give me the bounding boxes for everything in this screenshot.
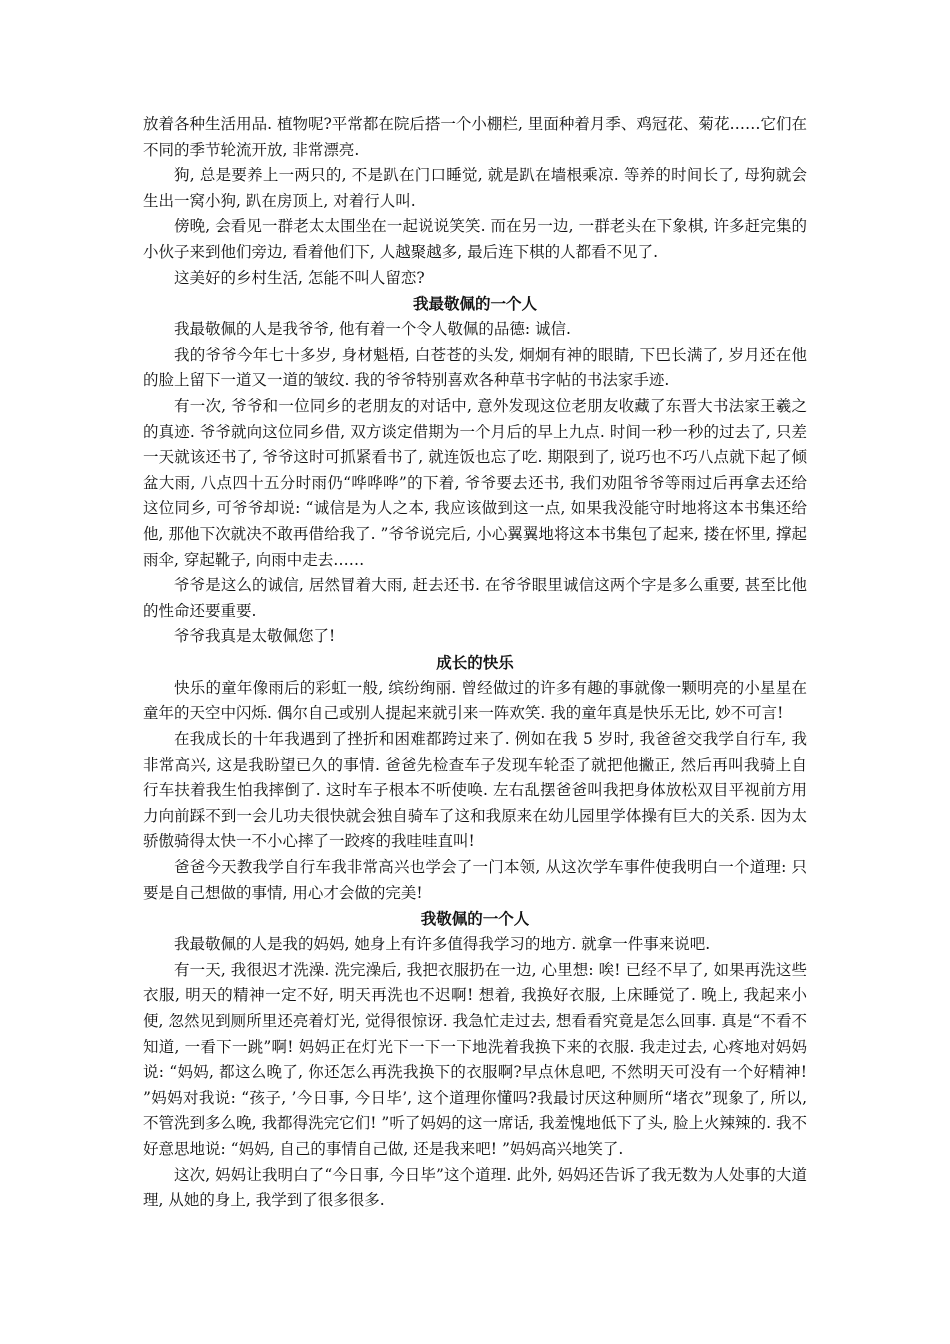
paragraph: 爸爸今天教我学自行车我非常高兴也学会了一门本领, 从这次学车事件使我明白一个道理: 只要是自己想做的事情, 用心才会做的完美! [143,858,807,902]
section-title: 成长的快乐 [436,653,514,672]
paragraph: 我最敬佩的人是我爷爷, 他有着一个令人敬佩的品德: 诚信. [174,320,571,339]
paragraph: 这美好的乡村生活, 怎能不叫人留恋? [174,268,425,287]
paragraph: 爷爷我真是太敬佩您了! [174,627,336,646]
paragraph: 我最敬佩的人是我的妈妈, 她身上有许多值得我学习的地方. 就拿一件事来说吧. [174,935,711,954]
document-page [143,112,807,1214]
section-title: 我敬佩的一个人 [420,910,530,929]
paragraph: 这次, 妈妈让我明白了“今日事, 今日毕”这个道理. 此外, 妈妈还告诉了我无数为人处事的大道理, 从她的身上, 我学到了很多很多. [143,1165,807,1210]
paragraph: 爷爷是这么的诚信, 居然冒着大雨, 赶去还书. 在爷爷眼里诚信这两个字是多么重要, 甚至比他的性命还要重要. [143,576,807,620]
paragraph: 我的爷爷今年七十多岁, 身材魁梧, 白苍苍的头发, 炯炯有神的眼睛, 下巴长满了, 岁月还在他的脸上留下一道又一道的皱纹. 我的爷爷特别喜欢各种草书字帖的书法家手迹. [143,345,807,390]
paragraph: 有一天, 我很迟才洗澡. 洗完澡后, 我把衣服扔在一边, 心里想: 唉! 已经不早了, 如果再洗这些衣服, 明天的精神一定不好, 明天再洗也不迟啊! 想着, 我换好衣服, 上床睡觉了. 晚上, 我起来小便, 忽然见到厕所里还亮着灯光, 觉得很惊讶. 我急忙走过去, 想看看究竟是怎么回事. 真是“不看不知道, 一看下一跳”啊! 妈妈正在灯光下一下一下地洗着我换下来的衣服. 我走过去, 心疼地对妈妈说: “妈妈, 都这么晚了, 你还怎么再洗我换下的衣服啊?早点休息吧, 不然明天可没有一个好精神! ”妈妈对我说: “孩子, ’今日事, 今日毕’, 这个道理你懂吗?我最讨厌这种厕所“堵衣”现象了, 所以, 不管洗到多么晚, 我都得洗完它们! ”听了妈妈的这一席话, 我羞愧地低下了头, 脸上火辣辣的. 我不好意思地说: “妈妈, 自己的事情自己做, 还是我来吧! ”妈妈高兴地笑了. [143,960,807,1158]
paragraph: 在我成长的十年我遇到了挫折和困难都跨过来了. 例如在我 5 岁时, 我爸爸交我学自行车, 我非常高兴, 这是我盼望已久的事情. 爸爸先检查车子发现车轮歪了就把他撇正, 然后再叫我骑上自行车扶着我生怕我摔倒了. 这时车子根本不听使唤. 左右乱摆爸爸叫我把身体放松双目平视前方用力向前踩不到一会儿功夫很快就会独自骑车了这和我原来在幼儿园里学体操有巨大的关系. 因为太骄傲骑得太快一不小心摔了一跤疼的我哇哇直叫! [143,730,807,851]
paragraph: 傍晚, 会看见一群老太太围坐在一起说说笑笑. 而在另一边, 一群老头在下象棋, 许多赶完集的小伙子来到他们旁边, 看着他们下, 人越聚越多, 最后连下棋的人都看不见了. [143,217,807,261]
paragraph: 快乐的童年像雨后的彩虹一般, 缤纷绚丽. 曾经做过的许多有趣的事就像一颗明亮的小星星在童年的天空中闪烁. 偶尔自己或别人提起来就引来一阵欢笑. 我的童年真是快乐无比, 妙不可言! [143,678,807,723]
paragraph: 放着各种生活用品. 植物呢?平常都在院后搭一个小棚栏, 里面种着月季、鸡冠花、菊花……它们在不同的季节轮流开放, 非常漂亮. [143,115,807,159]
paragraph: 狗, 总是要养上一两只的, 不是趴在门口睡觉, 就是趴在墙根乘凉. 等养的时间长了, 母狗就会生出一窝小狗, 趴在房顶上, 对着行人叫. [143,166,807,210]
paragraph: 有一次, 爷爷和一位同乡的老朋友的对话中, 意外发现这位老朋友收藏了东晋大书法家王羲之的真迹. 爷爷就向这位同乡借, 双方谈定借期为一个月后的早上九点. 时间一秒一秒的过去了, 只差一天就该还书了, 爷爷这时可抓紧看书了, 就连饭也忘了吃. 期限到了, 说巧也不巧八点就下起了倾盆大雨, 八点四十五分时雨仍“哗哗哗”的下着, 爷爷要去还书, 我们劝阻爷爷等雨过后再拿去还给这位同乡, 可爷爷却说: “诚信是为人之本, 我应该做到这一点, 如果我没能守时地将这本书集还给他, 那他下次就决不敢再借给我了. ”爷爷说完后, 小心翼翼地将这本书集包了起来, 搂在怀里, 撑起雨伞, 穿起靴子, 向雨中走去…… [143,396,807,569]
section-title: 我最敬佩的一个人 [412,295,537,314]
